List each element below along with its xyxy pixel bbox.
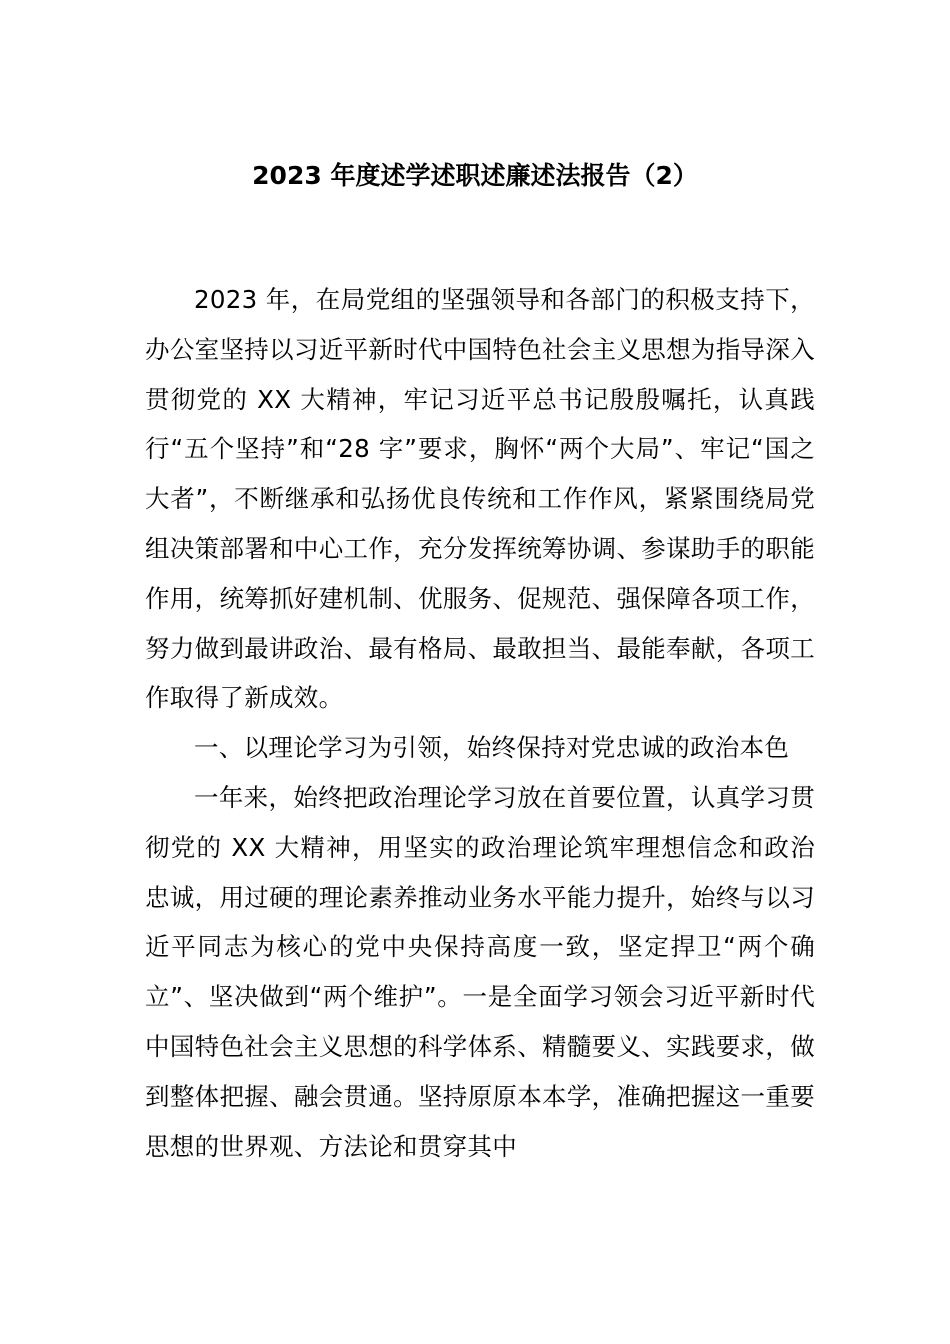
document-title: 2023 年度述学述职述廉述法报告（2） [252,161,698,190]
paragraph-intro: 2023 年，在局党组的坚强领导和各部门的积极支持下，办公室坚持以习近平新时代中国特色社会主义思想为指导深入贯彻党的 XX 大精神，牢记习近平总书记殷殷嘱托，认真践行“五个坚持”和“28 字”要求，胸怀“两个大局”、牢记“国之大者”，不断继承和弘扬优良传统和工作作风，紧紧围绕局党组决策部署和中心工作，充分发挥统筹协调、参谋助手的职能作用，统筹抓好建机制、优服务、促规范、强保障各项工作，努力做到最讲政治、最有格局、最敢担当、最能奉献，各项工作取得了新成效。 [145,285,815,713]
paragraph-section-1: 一年来，始终把政治理论学习放在首要位置，认真学习贯彻党的 XX 大精神，用坚实的政治理论筑牢理想信念和政治忠诚，用过硬的理论素养推动业务水平能力提升，始终与以习近平同志为核心的党中央保持高度一致，坚定捍卫“两个确立”、坚决做到“两个维护”。一是全面学习领会习近平新时代中国特色社会主义思想的科学体系、精髓要义、实践要求，做到整体把握、融会贯通。坚持原原本本学，准确把握这一重要思想的世界观、方法论和贯穿其中 [145,782,815,1161]
section-heading-1: 一、以理论学习为引领，始终保持对党忠诚的政治本色 [194,733,790,763]
document-body [145,275,815,1171]
